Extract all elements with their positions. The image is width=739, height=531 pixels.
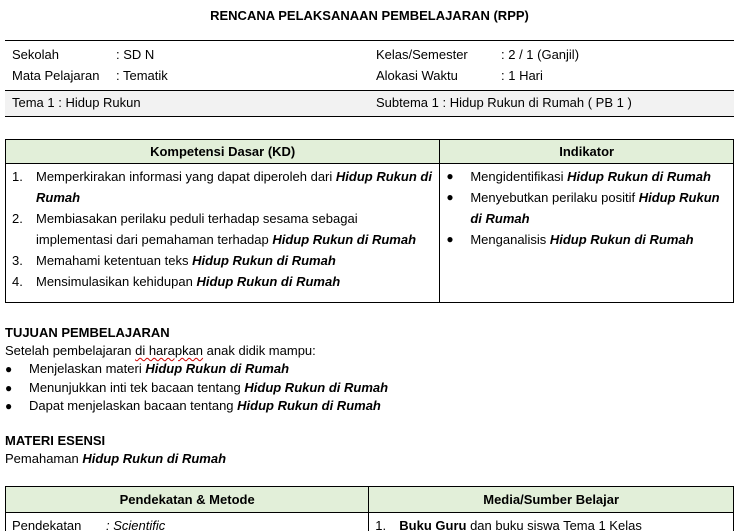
media-item-number: 1. (375, 518, 387, 531)
media-item-text: dan buku siswa Tema 1 Kelas (466, 518, 642, 531)
alokasi-label: Alokasi Waktu (376, 68, 458, 83)
spellcheck-marked-text: di harapkan (135, 343, 204, 358)
indikator-cell (440, 164, 734, 303)
kd-item-emphasis: Hidup Rukun di Rumah (36, 169, 432, 205)
tema-bottom-rule (5, 116, 734, 117)
kelas-label: Kelas/Semester (376, 47, 468, 62)
kd-item-text: Membiasakan perilaku peduli terhadap sesama sebagai implementasi dari pemahaman terhadap (36, 211, 358, 247)
kd-item (12, 271, 433, 292)
tujuan-intro-post: anak didik mampu: (203, 343, 316, 358)
indikator-item (446, 229, 727, 250)
indikator-item-text: Menyebutkan perilaku positif (470, 190, 639, 205)
kd-indikator-table (5, 139, 734, 303)
tujuan-item-text: Menunjukkan inti tek bacaan tentang (29, 379, 245, 395)
tujuan-item (5, 360, 388, 379)
indikator-item-text: Menganalisis (470, 232, 550, 247)
pendekatan-header: Pendekatan & Metode (6, 487, 369, 513)
kd-item (12, 208, 433, 250)
bullet-icon: ● (446, 190, 454, 204)
tujuan-intro (5, 343, 316, 358)
bullet-icon: ● (5, 399, 13, 413)
bullet-icon: ● (5, 362, 13, 376)
indikator-header: Indikator (440, 140, 734, 164)
indikator-item-emphasis: Hidup Rukun di Rumah (470, 190, 720, 226)
kd-item-emphasis: Hidup Rukun di Rumah (272, 232, 417, 247)
info-top-rule (5, 40, 734, 41)
document-title: RENCANA PELAKSANAAN PEMBELAJARAN (RPP) (210, 8, 529, 23)
kd-item (12, 166, 433, 208)
bullet-icon: ● (446, 232, 454, 246)
mapel-label: Mata Pelajaran (12, 68, 100, 83)
tujuan-intro-pre: Setelah pembelajaran (5, 343, 136, 358)
kd-item (12, 250, 433, 271)
kd-item-number: 3. (12, 253, 23, 268)
media-item-bold: Buku Guru (399, 518, 467, 531)
materi-text (5, 451, 226, 466)
kelas-value: : 2 / 1 (Ganjil) (501, 47, 580, 62)
tujuan-item-text: Menjelaskan materi (29, 361, 146, 376)
tujuan-item-emphasis: Hidup Rukun di Rumah (237, 398, 381, 413)
kd-item-number: 1. (12, 169, 23, 184)
indikator-item-emphasis: Hidup Rukun di Rumah (549, 232, 694, 247)
sekolah-label: Sekolah (12, 47, 59, 62)
indikator-item (446, 187, 727, 229)
kd-header: Kompetensi Dasar (KD) (6, 140, 440, 164)
kd-item-number: 2. (12, 211, 23, 226)
kd-item-text: Memperkirakan informasi yang dapat diperoleh dari (36, 169, 336, 184)
media-cell (369, 513, 734, 531)
mapel-value: : Tematik (116, 68, 168, 83)
pendekatan-cell (6, 513, 369, 531)
materi-text-emphasis: Hidup Rukun di Rumah (82, 451, 227, 466)
pendekatan-label: Pendekatan (12, 518, 82, 531)
kd-item-emphasis: Hidup Rukun di Rumah (192, 253, 336, 268)
sekolah-value: : SD N (116, 47, 155, 62)
pendekatan-media-table (5, 486, 734, 531)
kd-item-text: Mensimulasikan kehidupan (36, 274, 197, 289)
indikator-item (446, 166, 727, 187)
tujuan-item-text: Dapat menjelaskan bacaan tentang (29, 398, 238, 413)
kd-item-text: Memahami ketentuan teks (36, 253, 193, 268)
tujuan-item (5, 397, 388, 416)
tujuan-item-emphasis: Hidup Rukun di Rumah (244, 379, 389, 395)
indikator-list (440, 166, 733, 250)
tujuan-heading: TUJUAN PEMBELAJARAN (5, 325, 170, 340)
kd-item-emphasis: Hidup Rukun di Rumah (196, 274, 341, 289)
tujuan-list (5, 360, 388, 416)
tema-top-rule (5, 90, 734, 91)
pendekatan-value: : Scientific (106, 518, 166, 531)
alokasi-value: : 1 Hari (501, 68, 543, 83)
bullet-icon: ● (446, 169, 454, 183)
tujuan-item-emphasis: Hidup Rukun di Rumah (145, 361, 290, 376)
indikator-item-emphasis: Hidup Rukun di Rumah (567, 169, 711, 184)
materi-text-plain: Pemahaman (5, 451, 83, 466)
materi-heading: MATERI ESENSI (5, 433, 106, 448)
indikator-item-text: Mengidentifikasi (470, 169, 568, 184)
tujuan-item (5, 379, 388, 398)
media-header: Media/Sumber Belajar (369, 487, 734, 513)
kd-list (6, 166, 439, 292)
kd-item-number: 4. (12, 274, 23, 289)
kd-cell (6, 164, 440, 303)
bullet-icon: ● (5, 380, 13, 395)
tema-label: Tema 1 : Hidup Rukun (12, 95, 141, 110)
subtema-label: Subtema 1 : Hidup Rukun di Rumah ( PB 1 ) (376, 95, 632, 110)
